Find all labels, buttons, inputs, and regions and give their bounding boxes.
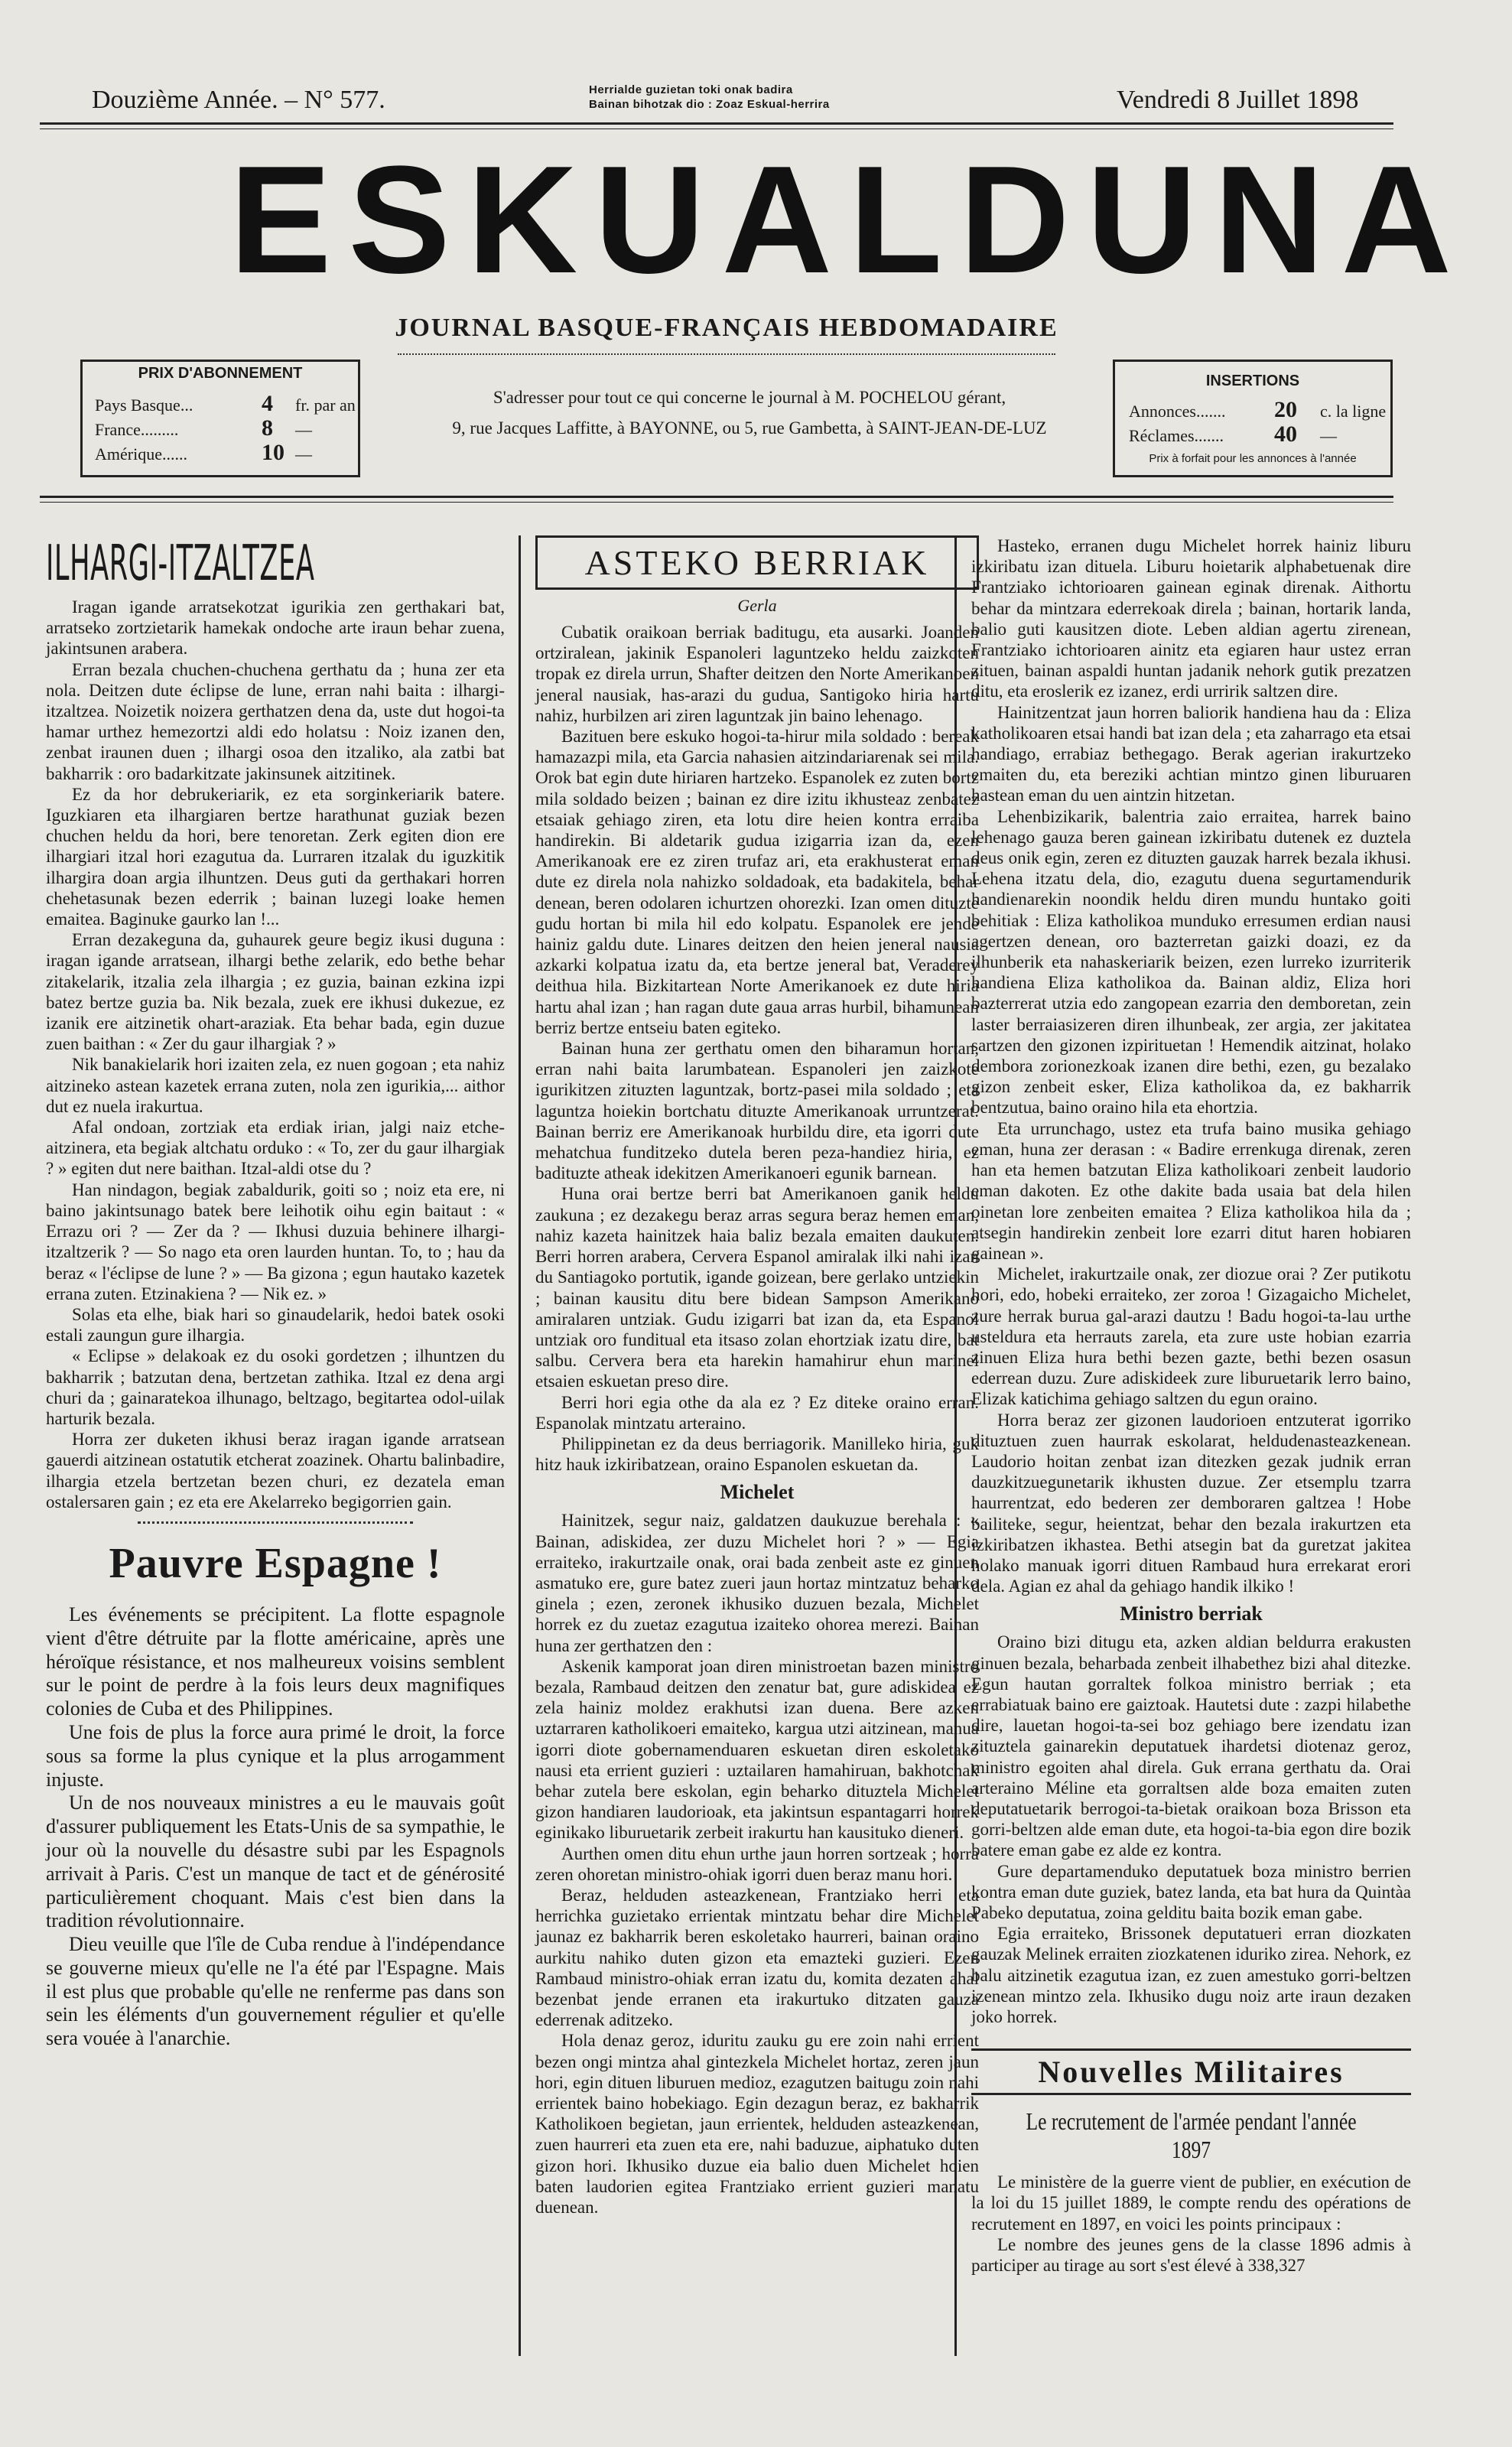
insertions-price: 20 (1274, 397, 1297, 422)
paragraph: Une fois de plus la force aura primé le droit, la force sous sa forme la plus cynique et la plus arrogamment injuste. (46, 1720, 505, 1791)
subscription-row (95, 391, 356, 416)
insertions-title: INSERTIONS (1205, 373, 1300, 389)
paragraph: Hola denaz geroz, iduritu zauku gu ere zoin nahi errient bezen ongi mintza ahal gintezkela Michelet hortaz, zeren jaun hori, egin dituen liburuen medioz, ezagutzen baitugu zoin nahi errientek baino hobekiago. Egin dezagun beraz, ez bakharrik Katholikoen begietan, jaun errientek, helduden asteazkenean, zuen haurreri eta zuen eta ere, nahi baduzue, aiphatuko duten gizon hori. Ikhusiko duzue eia balio duen Michelet hoien baten laudorien egitea Frantziako errient guzieri manatu duenean. (535, 2031, 979, 2218)
paragraph: Hainitzek, segur naiz, galdatzen daukuzue berehala : « Bainan, adiskidea, zer duzu Michelet hori ? » — Egia erraiteko, irakurtzaile onak, orai bada zenbeit aste ez ginuen asmatuko ere, gure batez zueri jaun hortaz mintzatuz beharko ginela ; ezen, zeronek ikhusiko duzuen bezala, Michelet horrek ez du zuetaz ezagutua izaiteko ohorea merezi. Bainan huna zer gerthatzen den : (535, 1511, 979, 1655)
subscription-label: Amérique...... (95, 444, 187, 464)
paragraph: Nik banakielarik hori izaiten zela, ez nuen gogoan ; eta nahiz aitzineko astean kazetek errana zuten, nola zen igurikia,... aithor dut ez nuela irakurtua. (46, 1055, 505, 1116)
motto-line-1: Herrialde guzietan toki onak badira (589, 83, 793, 96)
paragraph: Berri hori egia othe da ala ez ? Ez ditekе oraino erran. Espanolak mintzatu arteraino. (535, 1392, 979, 1433)
paragraph: Le nombre des jeunes gens de la classe 1896 admis à participer au tirage au sort s'est élevé à 338,327 (971, 2234, 1411, 2276)
subscription-unit: — (295, 444, 312, 464)
section-subhead: Michelet (720, 1481, 795, 1504)
paragraph: Dieu veuille que l'île de Cuba rendue à l'indépendance se gouverne mieux qu'elle ne l'a été par l'Espagne. Mais il est plus que probable qu'elle ne renferme pas dans son sein les éléments d'un gouvernement régulier et qu'elle sera vouée à l'anarchie. (46, 1933, 505, 2050)
paragraph: Eta urrunchago, ustez eta trufa baino musika gehiago eman, huna zer derasan : « Badire errenkuga direnak, zeren han eta hemen batzutan Eliza katholikoari zenbeit laudorio eman dakoten. Ez othe dakite bada usaia bat dela hilen oinetan lore zenbeiten emaitea ? Eliza katholikoa hila da ; atsegin handirekin zenbeit lore ezarri ditut haren hobiaren gainean ». (971, 1118, 1411, 1263)
paragraph: Lehenbizikarik, balentria zaio erraitea, harrek baino lehenago gauza beren gainean izkiribatu dutenek ez duztela deus onik egin, zeren ez dituzten gauzak harrek bezala ikhusi. Lehena itzatu dela, dio, ezagutu duena segurtamendurik handienarekin noondik heldu diren mundu huntako goiti behitiak : Eliza katholikoa munduko erresumen erdian nausi agertzen denean, oro bazterretan gaizki doazi, ez da ilhunberik eta nahaskeriarik beizen, ezen lurreko izurriterik handiena Eliza katholikoa da. Bainan aldiz, Eliza hori bazterrerat utzia edo zangopean ezarria den demboretan, zein laster berraiasizeren diren ilhunbeak, zer argia, zer jakitatea sartzen den gizonen izpirituetan ! Hemendik aitzinat, holako dembora zorionezkoak izanen dire bethi, ezen, gu bezalako gizon zenbeit esker, Eliza katholikoa da, ez bakharrik bentzutua, baino oraino hila eta ehortzia. (971, 806, 1411, 1118)
address-block (367, 382, 1132, 444)
column-rule (519, 535, 521, 2356)
paragraph: Hasteko, erranen dugu Michelet horrek hainiz liburu izkiribatu izan dituela. Liburu hoietarik alphabetuenak dire Frantziako ichtorioaren gainean eginak direnak. Aithortu behar da mintzara ederrekoak direla ; bainan, hortarik landa, balio guti kausitzen diote. Leben aldian agertu zirenean, Frantziako ichtorioaren ainitz eta egiaren haur ustez erran zituen, bainan aspaldi huntan jadanik nehork gutik prezatzen ditu, eta eroslerik ez izanez, erdi urririk saltzen dire. (971, 536, 1411, 701)
article-body (46, 597, 505, 1512)
paragraph: Egia erraiteko, Brissonek deputatueri erran diozkaten gauzak Melinek erraiten ziozkatenen iduriko zirea. Nehork, ez balu aitzinetik ezagutua izan, ez zuen amestuko gorri-beltzen izenean mintzo zela. Ikhusiko dugu noiz arte iraun dezaken joko horrek. (971, 1924, 1411, 2027)
issue-number: Douzième Année. – N° 577. (92, 86, 385, 114)
paragraph: Horra beraz zer gizonen laudorioen entzuterat igorriko dituztuen zuen haurrak eskolarat, heldudenasteazkenean. Laudorio hoitan zenbat izan ditezken gezak judnik erran dauzkitzuegunetarik ikhusten duzue. Zer etsemplu tzarra haurrentzat, edo bederen zer demboraren galtzea ! Hobe bailiteke, segur, heientzat, behar den bezala irakurtzen eta izkiribatzen ikhastea. Bethi atsegin bat da guretzat jakitea holako manuak igorri dituen Rambaud hura errekarat erori dela. Agian ez ahal da gehiago handik ilkiko ! (971, 1410, 1411, 1596)
insertions-price: 40 (1274, 421, 1297, 447)
insertions-unit: — (1320, 426, 1337, 445)
subscription-label: Pays Basque... (95, 395, 193, 415)
paragraph: Horra zer duketen ikhusi beraz iragan igande arratsean gauerdi aitzinean ostatutik etcherat zoazinek. Ohartu balinbadire, ilhargia etzela bertzetan bezen churi, ez dezatela eman ostalersaren gain ; ez eta ere Akelarreko begigorrien gain. (46, 1430, 505, 1511)
insertions-row (1129, 397, 1387, 422)
article-headline: Le recrutement de l'armée pendant l'année 1897 (1026, 2107, 1357, 2164)
paragraph: Erran bezala chuchen-chuchena gerthatu da ; huna zer eta nola. Deitzen dute éclipse de lune, erran nahi baita : ilhargi-itzaltzea. Noizetik noizera gerthatzen dena da, uste dut hogoi-ta hamar urthez hemezortzi aldi edo holatsu : Noiz izanen den, zenbat iraunen duen ; ilhargi osoa den itzaliko, ala zatbi bat bakharrik : oro badarkitzate jakinsunek aitzitinek. (46, 659, 505, 783)
column-3 (971, 535, 1411, 2276)
article-headline: ILHARGI-ITZALTZEA (46, 535, 315, 592)
paragraph: Huna orai bertze berri bat Amerikanoen ganik heldu zaukuna ; ez dezakegu beraz arras segura beraz hemen eman, nahiz kazeta hainitzek haia baliz bezala emaiten daukuten. Berri horren arabera, Cervera Espanol amiralak ilki nahi izan du Santiagoko portutik, igande goizean, bere gerlako untziekin ; bainan kausitu ditu bere bidean Sampson Amerikano amiralaren untziak. Gudu izigarri bat izan da, eta Espanol untziak oro funditual eta itsaso zolan ehortziak izatu dire, bat salbu. Cervera bera eta harekin hamahirur ehun marinel etsaien eskuetan preso dire. (535, 1184, 979, 1391)
article-body (46, 1603, 505, 2051)
insertions-box (1113, 360, 1393, 477)
insertions-label: Réclames....... (1129, 426, 1224, 445)
insertions-unit: c. la ligne (1320, 402, 1387, 421)
paragraph: Iragan igande arratsekotzat igurikia zen gerthakari bat, arratseko zortzietarik hamekak ondoche arte iraun behar zuena, jakintsunen arabera. (46, 597, 505, 659)
paragraph: Han nindagon, begiak zabaldurik, goiti so ; noiz eta ere, ni baino jakintsunago batek bere leihotik oihu egin baitaut : « Errazu ori ? — Zer da ? — Ikhusi duzuia behinere ilhargi-itzaltzerik ? — So nago eta oren laurden huntan. To, to ; hau da beraz « l'éclipse de lune ? » — Ba gizona ; egun hautako kazetek errana zuten. Etzinakiena ? — Nik ez. » (46, 1180, 505, 1303)
paragraph: Oraino bizi ditugu eta, azken aldian beldurra erakusten ginuen bezala, beharbada zenbeit ilhabethez bizi ahal ditezke. Egun hautan gorraltek folkoa ministro berriak ; eta errabiatuak baino ere gaiztoak. Hautetsi dute : zazpi hilabethe dire, lauetan hogoi-ta-sei boz gehiago bere izendatu izan zituztela gainarekin deputatuek ihardetsi diotenaz geroz, ministro egoiten ahal direla. Guk errana gerthatu da. Orai arteraino Méline eta gorraltsen alde boza emaiten zuten deputatuetarik berrogoi-ta-bietak oraikoan boza Brisson eta gorri-beltzen alde eman dute, eta hogoi-ta-bia egon dire bozik batere eman gabe ez alde ez kontra. (971, 1632, 1411, 1860)
paragraph: Cubatik oraikoan berriak baditugu, eta ausarki. Joanden ortziralean, jakinik Espanoleri laguntzeko heldu zaizkoten tropak ez direla urrun, Shafter deitzen den Norte Amerikanoen jeneral nausiak, has-arazi du gudua, Santigoko hiria hartu nahiz, hurbilzen ari ziren laguntzak jin baino lehenago. (535, 623, 979, 725)
column-1 (46, 535, 505, 2051)
subscription-row (95, 415, 312, 441)
paragraph: Aurthen omen ditu ehun urthe jaun horren sortzeak ; horra zeren ohoretan ministro-ohiak igorri duen beraz manu hori. (535, 1843, 979, 1884)
article-headline: Pauvre Espagne ! (109, 1539, 442, 1587)
paragraph: Solas eta elhe, biak hari so ginaudelarik, hedoi batek osoki estali zaungun gure ilhargia. (46, 1304, 505, 1346)
address-line-2: 9, rue Jacques Laffitte, à BAYONNE, ou 5, rue Gambetta, à SAINT-JEAN-DE-LUZ (452, 418, 1047, 438)
subtitle-rule (398, 353, 1055, 355)
paragraph: Bazituen bere eskuko hogoi-ta-hirur mila soldado : bereak hamazazpi mila, eta Garcia nahasien aitzindariarenak sei mila. Orok bat egin dute hiriaren hartzeko. Espanolek ez zuten bortz mila soldado beizen ; bainan ez dire izitu ikhusteaz zenbatez etsaiak gehiago ziren, eta lotu dire heien kontra erraiba handirekin. Bi aldetarik gudua izigarria izan da, ezen Amerikanoak ere ez ziren trufaz ari, eta erakhusterat eman dute ez direla nola nahizko soldadoak, eta badakitela, behar denean, beren odolaren ichurtzen ohorezki. Izan omen dituzte gudu hortan bi mila hil edo kolpatu. Espanolek ere jende hainiz galdu dute. Linares deitzen den heien jeneral nausia azkarki kolpatua izatu da, eta bertze jeneral bat, Veraderey deithua hila. Bizkitartean Norte Amerikanoek ez dute hiria hartu ahal izan ; han ragan dute gaua arras hurbil, bihamunean berriz bertze entseiu baten egiteko. (535, 727, 979, 1037)
paragraph: Bainan huna zer gerthatu omen den biharamun hortan, erran nahi baita larumbatean. Espanoleri jen zaizkote igurikitzen zituzten laguntzak, bortz-pasei mila soldado ; eta laguntza hoiekin bortchatu dituzte Amerikanoak urruntzerat. Bainan berriz ere Amerikanoak hurbildu dire, eta igorri dute mehatchua funditzeko dutela beren peza-handiez hiria, ez badituzte atheak idekitzen Amerikanoeri egunik barnean. (535, 1039, 979, 1183)
insertions-row (1129, 421, 1337, 447)
paragraph: Un de nos nouveaux ministres a eu le mauvais goût d'assurer publiquement les Etats-Unis de sa sympathie, le jour où la nouvelle du désastre subi par les Espagnols arrivait à Paris. C'est un manque de tact et de générosité particulièrement choquant. Mais c'est bien dans la tradition révolutionnaire. (46, 1791, 505, 1932)
subscription-unit: — (295, 420, 312, 439)
subscription-price: 10 (262, 440, 285, 465)
insertions-label: Annonces....... (1129, 402, 1226, 421)
paragraph: Beraz, helduden asteazkenean, Frantziako herri eta herrichka guzietako errientak mintzatu behar dire Michelet jaunaz ez bakharrik beren eskoletako haurreri, bainan oraino aurkitu nahiko duten gizon eta emazteki guzieri. Ezen Rambaud ministro-ohiak erran izatu du, komita dezaten ahal bezenbat jende erranen eta irakurtuko ditzaten gauza ederrenak aditzeko. (535, 1885, 979, 2030)
section-divider (138, 1521, 413, 1524)
paragraph: Askenik kamporat joan diren ministroetan bazen ministro bezala, Rambaud deitzen den zenatur bat, gure adiskidea ez zela hainiz moldez erakhutsi izan duena. Bere azken uztarraren katholikoeri emaiteko, kargua utzi aitzinean, manua igorri diote gobernamenduaren eskuetan diren eskoletako nausi eta errient guzieri : uztailaren hamahiruan, bakhotchak behar zutela bere eskolan, egin beharko dituztela Michelet gizon handiaren laudorioak, eta jakintsun espantagarri horrek eginikako liburuetarik zerbeit irakurtu han kausituko dieneri. (535, 1656, 979, 1843)
section-headline: Nouvelles Militaires (971, 2048, 1411, 2095)
section-headline: ASTEKO BERRIAK (535, 535, 979, 590)
paragraph: Gure departamenduko deputatuek boza ministro berrien kontra eman dute guziek, batez landa, eta bat hura da Quintàa Pabeko deputatua, zoina gelditu baita bozik eman gabe. (971, 1861, 1411, 1922)
header-rule (40, 496, 1393, 498)
paragraph: Michelet, irakurtzaile onak, zer diozue orai ? Zer putikotu hori, edo, hobeki erraiteko, zer zoroa ! Gizagaicho Michelet, zure herrak burua gal-arazi dautzu ! Badu hogoi-ta-lau urthe usteldura eta herrauts zarela, eta zure uste hobian ezarria zinuen Eliza hura bethi bezen gazte, bethi bezen osasun ederrean duzu. Zure adiskideek zure liburuetarik lerro baino, Elizak katichima gehiago saltzen du egun oraino. (971, 1264, 1411, 1409)
address-line-1: S'adresser pour tout ce qui concerne le journal à M. POCHELOU gérant, (493, 388, 1006, 407)
paragraph: Philippinetan ez da deus berriagorik. Manilleko hiria, guk hitz hauk izkiribatzean, oraino Espanolen eskuetan da. (535, 1433, 979, 1475)
subscription-label: France......... (95, 420, 179, 439)
subscription-price: 8 (262, 415, 273, 441)
subscription-box (80, 360, 360, 477)
motto (589, 83, 830, 112)
paragraph: Les événements se précipitent. La flotte espagnole vient d'être détruite par la flotte américaine, après une héroïque résistance, et nos malheureux voisins semblent sur le point de perdre à la fois leurs deux magnifiques colonies de Cuba et des Philippines. (46, 1603, 505, 1720)
header-rule-thin (40, 502, 1393, 503)
column-2 (535, 535, 979, 2218)
subscription-title: PRIX D'ABONNEMENT (138, 365, 303, 382)
issue-date: Vendredi 8 Juillet 1898 (1117, 86, 1359, 114)
motto-line-2: Bainan bihotzak dio : Zoaz Eskual-herrira (589, 98, 830, 111)
paragraph: Afal ondoan, zortziak eta erdiak irian, jalgi naiz etche-aitzinera, eta begiak altchatu orduko : « To, zer du gaur ilhargiak ? » egiten dut nere baithan. Itzal-aldi otse du ? (46, 1118, 505, 1179)
newspaper-subtitle: JOURNAL BASQUE-FRANÇAIS HEBDOMADAIRE (395, 314, 1058, 342)
paragraph: « Eclipse » delakoak ez du osoki gordetzen ; ilhuntzen du bakharrik ; batzutan dena, bertzetan zathika. Itzal ez dena argi churi da ; gainaratekoa ilhunago, beltzago, begitartea odol-uilak harturik bezala. (46, 1346, 505, 1428)
paragraph: Le ministère de la guerre vient de publier, en exécution de la loi du 15 juillet 1889, le compte rendu des opérations de recrutement en 1897, en voici les points principaux : (971, 2172, 1411, 2234)
newspaper-title: ESKUALDUNA (229, 135, 1468, 305)
paragraph: Erran dezakeguna da, guhaurek geure begiz ikusi duguna : iragan igande arratsean, ilhargi bethe zelarik, edo bethe behar zitakelarik, itzalia zela ilhargia ; ez guzia, bainan ezkina izpi batez bertze guzia ba. Nik bezala, zuek ere ikhusi dukezue, ez izanik ere aitzinetik ohart-araziak. Eta behar bada, egin duzue zuen baithan : « Zer du gaur ilhargiak ? » (46, 930, 505, 1054)
insertions-note: Prix à forfait pour les annonces à l'année (1149, 452, 1357, 465)
subscription-price: 4 (262, 391, 273, 416)
section-subhead: Ministro berriak (1120, 1603, 1263, 1625)
subscription-unit: fr. par an (295, 395, 356, 415)
paragraph: Hainitzentzat jaun horren baliorik handiena hau da : Eliza katholikoaren etsai handi bat izan dela ; eta zaharrago eta etsai handiago, errabiaz bethegago. Berak agerian irakurtzeko emaiten du, eta bereziki achtian mintzo ginen liburuaren hastean eman du uen aintzin hitzetan. (971, 702, 1411, 805)
paragraph: Ez da hor debrukeriarik, ez eta sorginkeriarik batere. Iguzkiaren eta ilhargiaren bertze harathunat guziak bezen chuchen heldu da hori, bere tenoretan. Zerk egiten dion ere ilhargiari itzal hori ezagutua da. Lurraren itzalak du iguzkitik ilhargira doan argia ilhuntzen. Deus guti da gerthakari horren chehetasunak bezen ederrik ; bainan luzegi loake hemen emaitea. Baginuke gaurko lan !... (46, 784, 505, 929)
section-subhead: Gerla (737, 596, 777, 615)
top-rule (40, 122, 1393, 125)
subscription-row (95, 440, 312, 465)
